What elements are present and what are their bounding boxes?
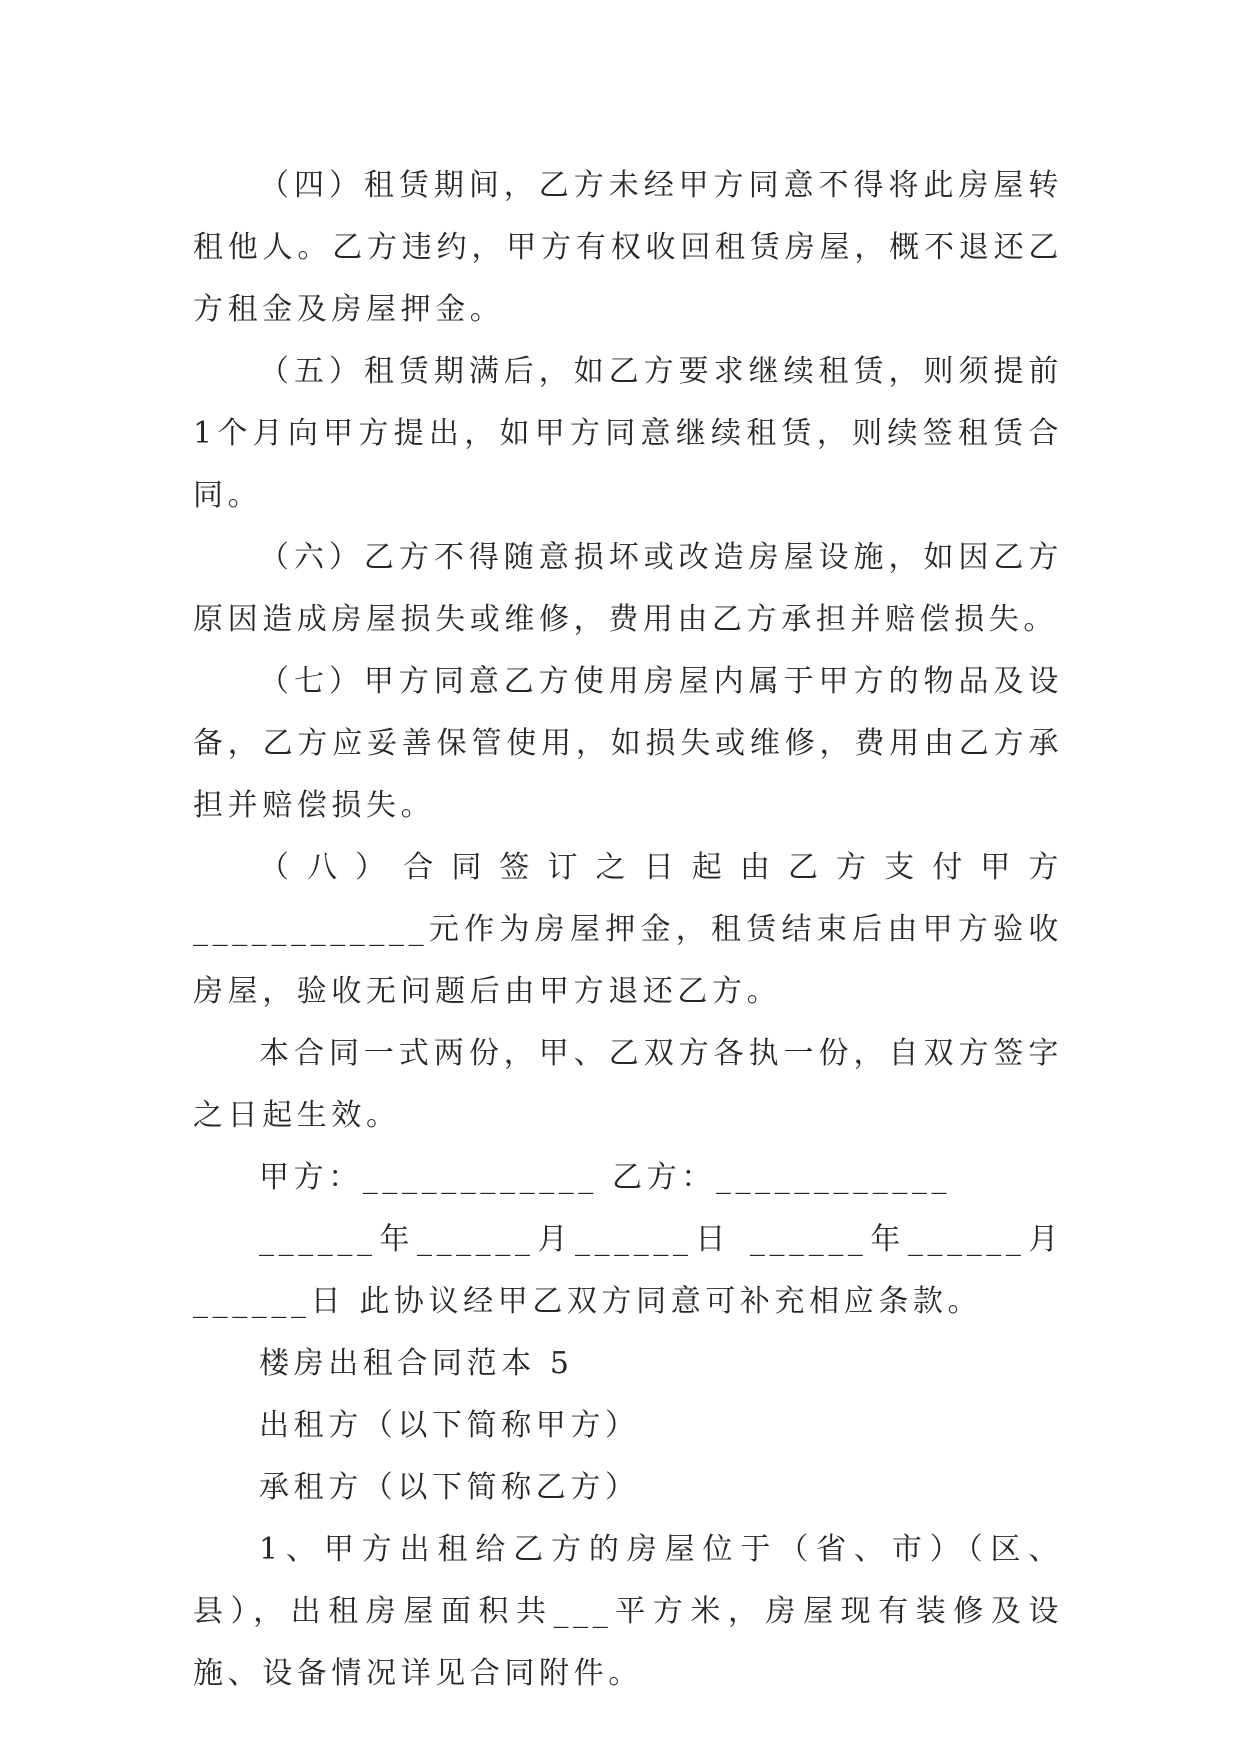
clause-5-paragraph: （五）租赁期满后，如乙方要求继续租赁，则须提前 1个月向甲方提出，如甲方同意继续租赁，则续签租赁合同。 <box>193 354 1078 513</box>
copies-effective-paragraph: 本合同一式两份，甲、乙双方各执一份，自双方签字之日起生效。 <box>193 1036 1063 1133</box>
clause-6-paragraph: （六）乙方不得随意损坏或改造房屋设施，如因乙方原因造成房屋损失或维修，费用由乙方承担并赔偿损失。 <box>193 540 1063 637</box>
section-title: 楼房出租合同范本 5 <box>259 1346 574 1381</box>
article-1-paragraph: 1、甲方出租给乙方的房屋位于（省、市）（区、县），出租房屋面积共___平方米，房屋现有装修及设施、设备情况详见合同附件。 <box>193 1532 1063 1691</box>
signature-line: 甲方：____________ 乙方：____________ <box>259 1160 952 1195</box>
document-body <box>193 155 1078 1705</box>
clause-7-paragraph: （七）甲方同意乙方使用房屋内属于甲方的物品及设备，乙方应妥善保管使用，如损失或维修，费用由乙方承担并赔偿损失。 <box>193 664 1063 823</box>
clause-4-paragraph: （四）租赁期间，乙方未经甲方同意不得将此房屋转租他人。乙方违约，甲方有权收回租赁房屋，概不退还乙方租金及房屋押金。 <box>193 168 1063 327</box>
clause-8-paragraph: （八）合同签订之日起由乙方支付甲方____________元作为房屋押金，租赁结束后由甲方验收房屋，验收无问题后由甲方退还乙方。 <box>193 850 1063 1009</box>
lessee-line: 承租方（以下简称乙方） <box>259 1470 640 1505</box>
date-line: ______年______月______日 ______年______月______日 此协议经甲乙双方同意可补充相应条款。 <box>193 1222 1063 1319</box>
lessor-line: 出租方（以下简称甲方） <box>259 1408 640 1443</box>
